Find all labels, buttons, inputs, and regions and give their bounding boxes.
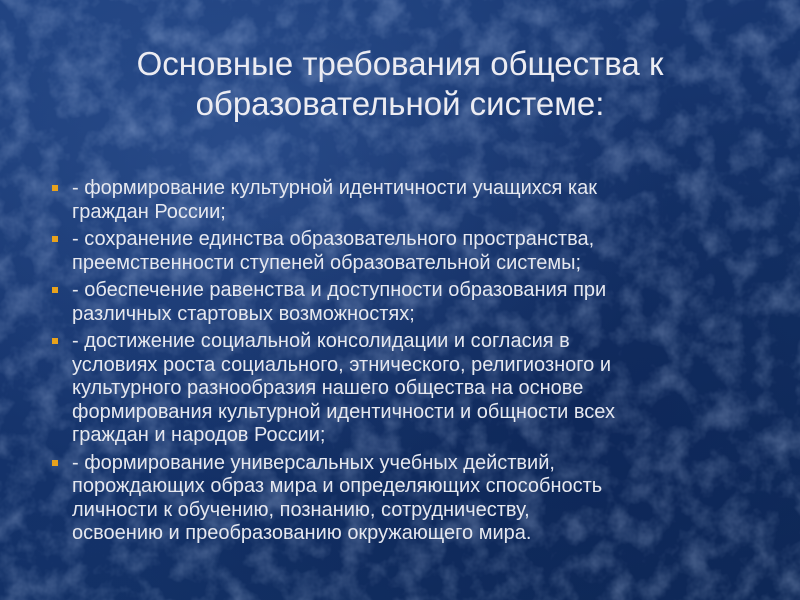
bullet-square-icon: [52, 236, 58, 242]
item-text-line: - формирование культурной идентичности учащихся как: [72, 177, 597, 199]
item-text-line: порождающих образ мира и определяющих способность: [72, 475, 603, 497]
title-line: Основные требования общества к: [136, 45, 664, 82]
item-text-line: - формирование универсальных учебных действий,: [72, 451, 555, 474]
item-text-line: личности к обучению, познанию, сотрудничеству,: [72, 498, 530, 521]
bullet-square-icon: [52, 185, 58, 191]
requirements-list: [50, 177, 750, 550]
list-item: [50, 228, 750, 275]
list-item: [50, 330, 750, 448]
item-text-line: преемственности ступеней образовательной системы;: [72, 251, 582, 274]
item-text-line: - обеспечение равенства и доступности образования при: [72, 279, 607, 301]
item-text-line: граждан и народов России;: [72, 424, 326, 446]
title-line: образовательной системе:: [195, 85, 605, 122]
list-item: [50, 452, 750, 546]
item-text-line: условиях роста социального, этнического, религиозного и: [72, 353, 611, 376]
bullet-square-icon: [52, 460, 58, 466]
item-text-line: формирования культурной идентичности и общности всех: [72, 400, 615, 423]
list-item: [50, 177, 750, 224]
item-text-line: культурного разнообразия нашего общества на основе: [72, 377, 584, 399]
item-text-line: освоению и преобразованию окружающего мира.: [72, 522, 532, 544]
item-text-line: различных стартовых возможностях;: [72, 302, 415, 325]
item-text-line: - достижение социальной консолидации и согласия в: [72, 330, 570, 352]
list-item: [50, 279, 750, 326]
item-text-line: граждан России;: [72, 200, 226, 223]
bullet-square-icon: [52, 338, 58, 344]
bullet-square-icon: [52, 287, 58, 293]
slide-title: [60, 44, 740, 124]
item-text-line: - сохранение единства образовательного пространства,: [72, 228, 595, 250]
